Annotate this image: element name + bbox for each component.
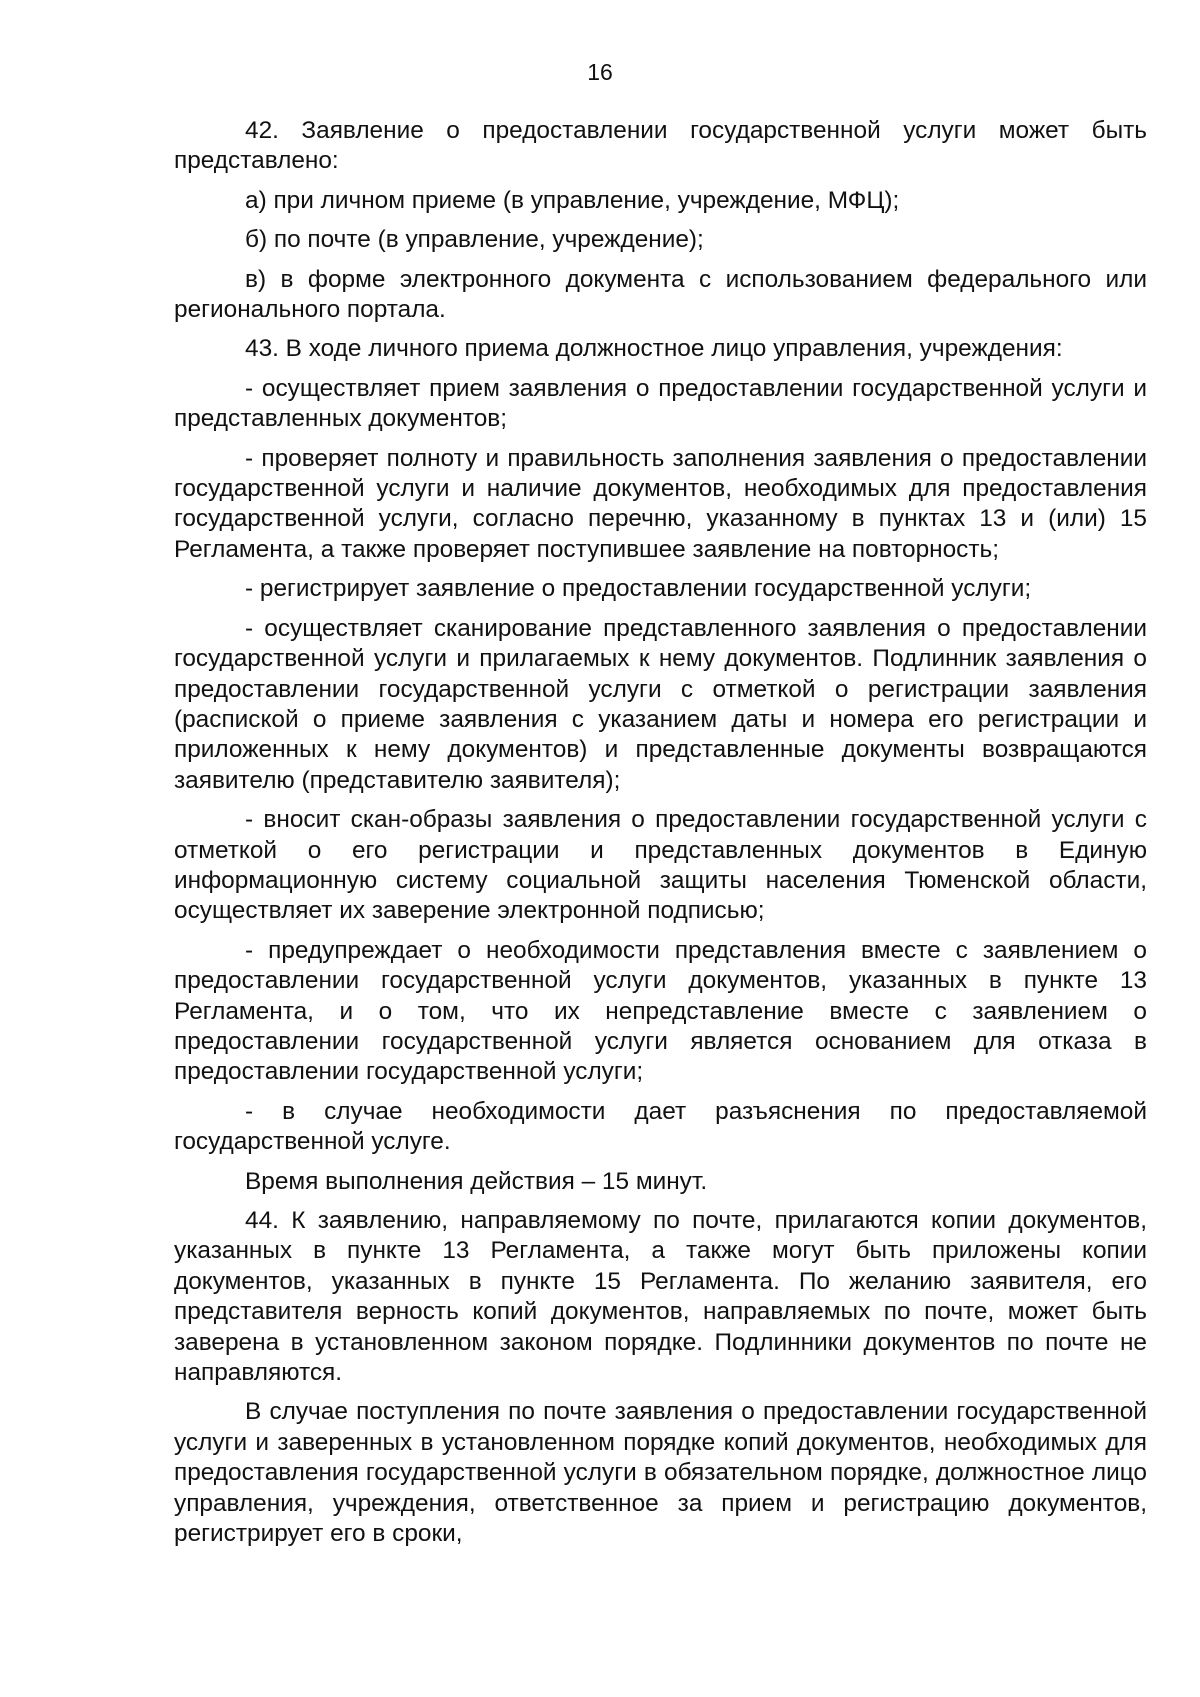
paragraph-43-bullet-7: - в случае необходимости дает разъяснения по предоставляемой государственной услуге. xyxy=(174,1097,1147,1156)
paragraph-43-bullet-4: - осуществляет сканирование представленного заявления о предоставлении государственной услуги и прилагаемых к нему документов. Подлинник заявления о предоставлении государственной услуги с отметкой о регистрации заявления (распиской о приеме заявления с указанием даты и номера его регистрации и приложенных к нему документов) и представленные документы возвращаются заявителю (представителю заявителя); xyxy=(174,614,1147,794)
paragraph-44-mail-case: В случае поступления по почте заявления о предоставлении государственной услуги и заверенных в установленном порядке копий документов, необходимых для предоставления государственной услуги в обязательном порядке, должностное лицо управления, учреждения, ответственное за прием и регистрацию документов, регистрирует его в сроки, xyxy=(174,1398,1147,1548)
page-number: 16 xyxy=(587,59,613,85)
paragraph-43-bullet-2: - проверяет полноту и правильность заполнения заявления о предоставлении государственной услуги и наличие документов, необходимых для предоставления государственной услуги, согласно перечню, указанному в пунктах 13 и (или) 15 Регламента, а также проверяет поступившее заявление на повторность; xyxy=(174,444,1147,563)
paragraph-44: 44. К заявлению, направляемому по почте, прилагаются копии документов, указанных в пункте 13 Регламента, а также могут быть приложены копии документов, указанных в пункте 15 Регламента. По желанию заявителя, его представителя верность копий документов, направляемых по почте, может быть заверена в установленном законом порядке. Подлинники документов по почте не направляются. xyxy=(174,1207,1147,1387)
paragraph-43-bullet-6: - предупреждает о необходимости представления вместе с заявлением о предоставлении государственной услуги документов, указанных в пункте 13 Регламента, и о том, что их непредставление вместе с заявлением о предоставлении государственной услуги является основанием для отказа в предоставлении государственной услуги; xyxy=(174,936,1147,1086)
paragraph-43-bullet-5: - вносит скан-образы заявления о предоставлении государственной услуги с отметкой о его регистрации и представленных документов в Единую информационную систему социальной защиты населения Тюменской области, осуществляет их заверение электронной подписью; xyxy=(174,806,1147,925)
paragraph-43-intro: 43. В ходе личного приема должностное лицо управления, учреждения: xyxy=(245,335,1063,363)
paragraph-43-bullet-3: - регистрирует заявление о предоставлении государственной услуги; xyxy=(245,575,1032,603)
document-body xyxy=(174,116,1147,1558)
paragraph-43-bullet-1: - осуществляет прием заявления о предоставлении государственной услуги и представленных документов; xyxy=(174,374,1147,433)
paragraph-42-item-c: в) в форме электронного документа с использованием федерального или регионального портала. xyxy=(174,265,1147,324)
paragraph-42-intro: 42. Заявление о предоставлении государственной услуги может быть представлено: xyxy=(174,117,1147,175)
paragraph-time-note: Время выполнения действия – 15 минут. xyxy=(245,1167,708,1195)
paragraph-42-item-b: б) по почте (в управление, учреждение); xyxy=(245,226,704,254)
paragraph-42-item-a: а) при личном приеме (в управление, учреждение, МФЦ); xyxy=(245,186,900,214)
